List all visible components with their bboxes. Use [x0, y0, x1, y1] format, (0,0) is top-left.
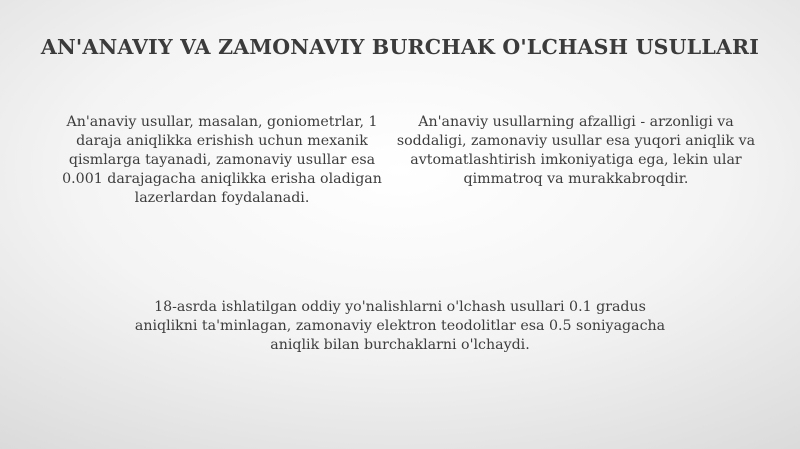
slide-title: AN'ANAVIY VA ZAMONAVIY BURCHAK O'LCHASH USULLARI: [40, 35, 760, 59]
paragraph-advantages: An'anaviy usullarning afzalligi - arzonligi va soddaligi, zamonaviy usullar esa yuqori aniqlik va avtomatlashtirish imkoniyatiga ega, lekin ular qimmatroq va murakkabroqdir.: [396, 114, 756, 187]
paragraph-historical-accuracy: 18-asrda ishlatilgan oddiy yo'nalishlarni o'lchash usullari 0.1 gradus aniqlikni ta'minlagan, zamonaviy elektron teodolitlar esa 0.5 soniyagacha aniqlik bilan burchaklarni o'lchaydi.: [134, 299, 666, 353]
paragraph-traditional-vs-modern: An'anaviy usullar, masalan, goniometrlar, 1 daraja aniqlikka erishish uchun mexanik qismlarga tayanadi, zamonaviy usullar esa 0.001 darajagacha aniqlikka erisha oladigan lazerlardan foydalanadi.: [62, 114, 382, 206]
